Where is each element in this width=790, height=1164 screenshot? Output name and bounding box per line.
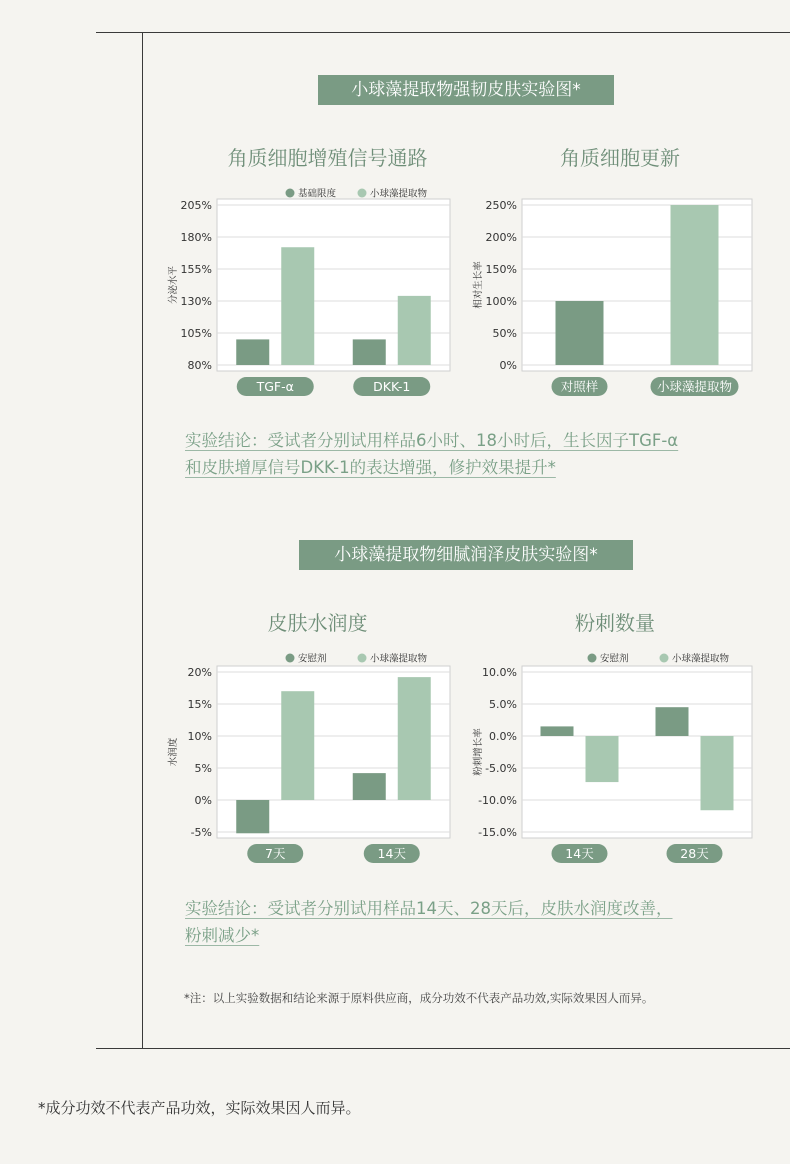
legend-swatch xyxy=(358,189,367,198)
section1-conclusion-line1: 实验结论：受试者分别试用样品6小时、18小时后，生长因子TGF-α xyxy=(185,431,679,450)
section1-banner: 小球藻提取物强韧皮肤实验图* xyxy=(318,75,614,105)
y-tick-label: -5.0% xyxy=(485,762,517,775)
legend-swatch xyxy=(286,654,295,663)
legend-label: 小球藻提取物 xyxy=(370,653,428,665)
bar-extract-0 xyxy=(281,247,314,365)
y-tick-label: 200% xyxy=(485,231,517,244)
chart2-renewal xyxy=(465,185,765,400)
bar-extract-1 xyxy=(398,296,431,365)
y-tick-label: 10% xyxy=(187,730,212,743)
footer-disclaimer: *成分功效不代表产品功效，实际效果因人而异。 xyxy=(38,1099,361,1117)
y-axis-label: 相对生长率 xyxy=(473,261,484,309)
y-tick-label: 0% xyxy=(499,359,517,372)
bar-control-0 xyxy=(236,800,269,833)
bar-extract-0 xyxy=(281,691,314,800)
y-tick-label: 205% xyxy=(180,199,212,212)
bar-control-0 xyxy=(541,726,574,736)
y-tick-label: 15% xyxy=(187,698,212,711)
category-label: 28天 xyxy=(680,846,709,861)
y-tick-label: -15.0% xyxy=(478,826,517,839)
section2-conclusion-line1: 实验结论：受试者分别试用样品14天、28天后，皮肤水润度改善， xyxy=(185,899,673,918)
y-tick-label: -5% xyxy=(190,826,212,839)
category-label: 7天 xyxy=(265,846,286,861)
category-label: DKK-1 xyxy=(373,379,411,394)
legend-swatch xyxy=(588,654,597,663)
frame-divider xyxy=(142,32,143,1049)
y-tick-label: 180% xyxy=(180,231,212,244)
category-label: 对照样 xyxy=(560,379,599,394)
bar-1 xyxy=(671,205,719,365)
y-tick-label: 5.0% xyxy=(489,698,517,711)
bar-0 xyxy=(556,301,604,365)
chart3-hydration xyxy=(160,650,460,870)
source-note: *注：以上实验数据和结论来源于原料供应商，成分功效不代表产品功效,实际效果因人而异。 xyxy=(184,991,654,1005)
y-tick-label: 5% xyxy=(194,762,212,775)
legend-label: 安慰剂 xyxy=(600,653,629,665)
chart1-proliferation xyxy=(160,185,460,400)
category-label: 14天 xyxy=(377,846,406,861)
y-tick-label: 10.0% xyxy=(482,666,517,679)
legend-label: 安慰剂 xyxy=(298,653,327,665)
y-tick-label: -10.0% xyxy=(478,794,517,807)
legend-swatch xyxy=(286,189,295,198)
bar-control-1 xyxy=(656,707,689,736)
y-axis-label: 分泌水平 xyxy=(168,265,179,305)
y-tick-label: 250% xyxy=(485,199,517,212)
y-axis-label: 水润度 xyxy=(168,737,179,767)
chart3-title: 皮肤水润度 xyxy=(267,611,368,635)
bar-control-1 xyxy=(353,773,386,800)
legend-swatch xyxy=(358,654,367,663)
chart4-acne xyxy=(465,650,765,870)
section1-conclusion xyxy=(185,427,678,481)
bar-extract-1 xyxy=(398,677,431,800)
y-tick-label: 130% xyxy=(180,295,212,308)
bar-control-0 xyxy=(236,339,269,365)
section1-conclusion-line2: 和皮肤增厚信号DKK-1的表达增强，修护效果提升* xyxy=(185,458,556,477)
chart4-title: 粉刺数量 xyxy=(575,611,655,635)
y-tick-label: 0% xyxy=(194,794,212,807)
y-tick-label: 80% xyxy=(187,359,212,372)
y-tick-label: 50% xyxy=(492,327,517,340)
y-tick-label: 150% xyxy=(485,263,517,276)
legend-label: 小球藻提取物 xyxy=(672,653,730,665)
category-label: 小球藻提取物 xyxy=(656,379,733,394)
bar-extract-0 xyxy=(586,736,619,782)
legend-swatch xyxy=(660,654,669,663)
y-tick-label: 155% xyxy=(180,263,212,276)
y-tick-label: 105% xyxy=(180,327,212,340)
legend-label: 基础限度 xyxy=(298,188,337,200)
category-label: TGF-α xyxy=(256,379,294,394)
chart1-title: 角质细胞增殖信号通路 xyxy=(227,146,428,170)
legend-label: 小球藻提取物 xyxy=(370,188,428,200)
bar-extract-1 xyxy=(701,736,734,810)
section2-conclusion-line2: 粉刺减少* xyxy=(185,926,260,945)
y-tick-label: 20% xyxy=(187,666,212,679)
y-tick-label: 100% xyxy=(485,295,517,308)
y-tick-label: 0.0% xyxy=(489,730,517,743)
section2-banner: 小球藻提取物细腻润泽皮肤实验图* xyxy=(299,540,633,570)
category-label: 14天 xyxy=(565,846,594,861)
y-axis-label: 粉刺增长率 xyxy=(473,728,484,776)
bar-control-1 xyxy=(353,339,386,365)
section2-conclusion xyxy=(185,895,673,949)
chart2-title: 角质细胞更新 xyxy=(560,146,680,170)
